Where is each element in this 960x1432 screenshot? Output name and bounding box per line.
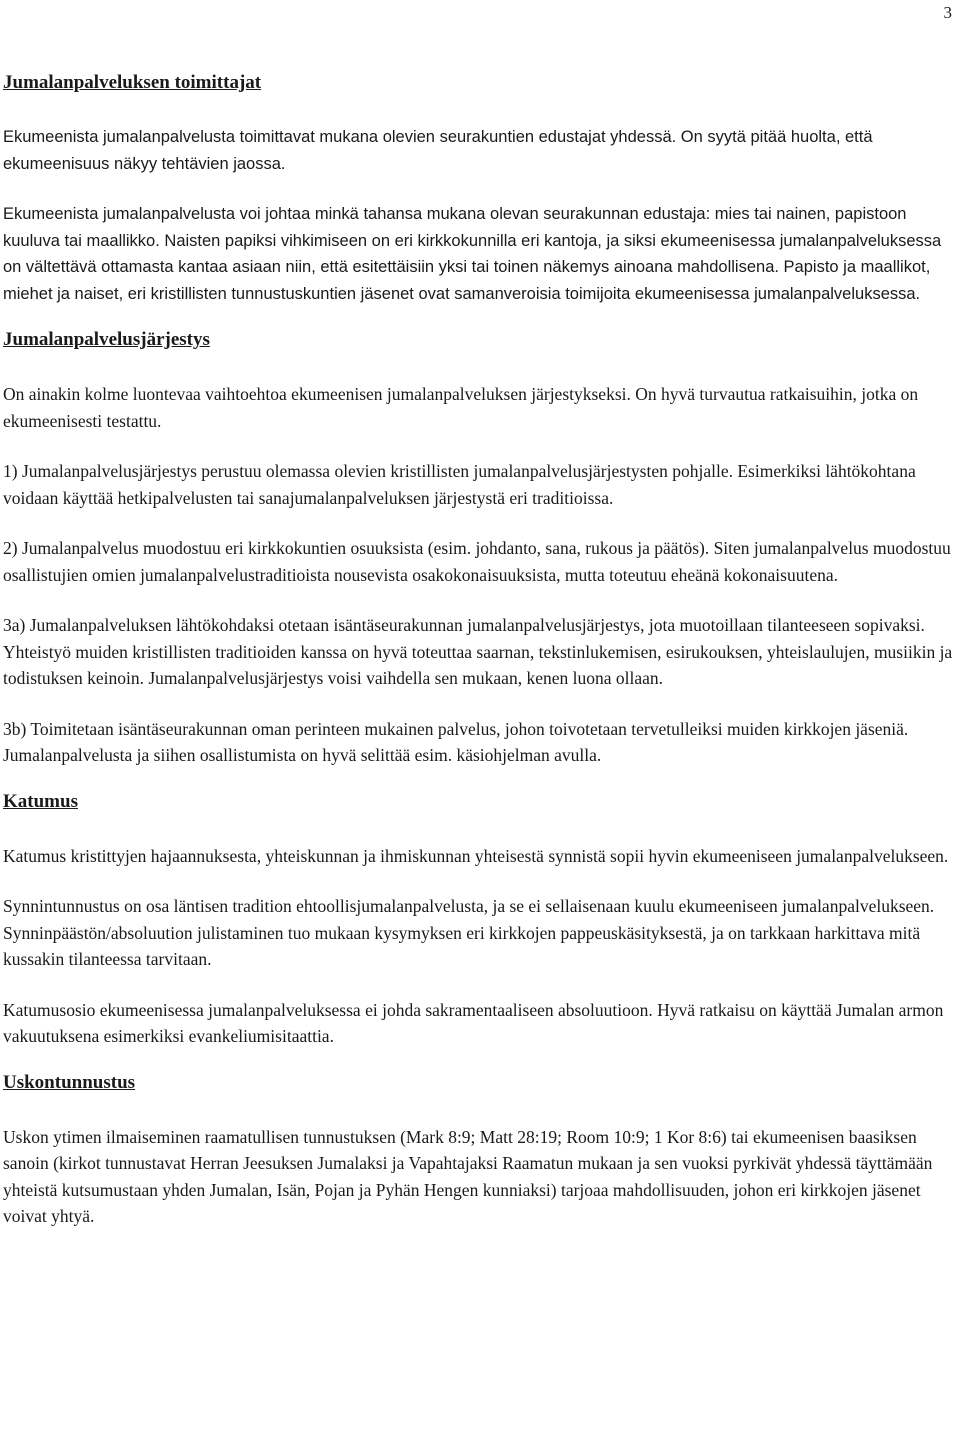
paragraph: [3, 201, 953, 307]
paragraph: Uskon ytimen ilmaiseminen raamatullisen tunnustuksen (Mark 8:9; Matt 28:19; Room 10:9; 1 Kor 8:6) tai ekumeenisen baasiksen sanoin (kirkot tunnustavat Herran Jeesuksen Jumalaksi ja Vapahtajaksi Raamatun mukaan ja sen vuoksi pyrkivät yhdessä täyttämään yhteistä kutsumustaan yhden Jumalan, Isän, Pojan ja Pyhän Hengen kunniaksi) tarjoaa mahdollisuuden, johon eri kirkkojen jäsenet voivat yhtyä.: [3, 1126, 933, 1226]
paragraph: 3a) Jumalanpalveluksen lähtökohdaksi otetaan isäntäseurakunnan jumalanpalvelusjärjestys, jota muotoillaan tilanteeseen sopivaksi. Yhteistyö muiden kristillisten traditioiden kanssa on hyvä toteuttaa saarnan, tekstinlukemisen, esirukouksen, yhteislaulujen, musiikin ja todistuksen keinoin. Jumalanpalvelusjärjestys voisi vaihdella sen mukaan, kenen luona ollaan.: [3, 615, 953, 688]
document-body: [3, 70, 953, 1230]
paragraph: Katumus kristittyjen hajaannuksesta, yhteiskunnan ja ihmiskunnan yhteisestä synnistä sopii hyvin ekumeeniseen jumalanpalvelukseen.: [3, 845, 949, 866]
page-number: 3: [943, 3, 952, 22]
section-toimittajat: [3, 70, 953, 307]
paragraph: 2) Jumalanpalvelus muodostuu eri kirkkokuntien osuuksista (esim. johdanto, sana, rukous ja päätös). Siten jumalanpalvelus muodostuu osallistujien omien jumalanpalvelustraditioista nousevista osakokonaisuuksista, mutta toteutuu eheänä kokonaisuutena.: [3, 538, 951, 585]
paragraph: 3b) Toimitetaan isäntäseurakunnan oman perinteen mukainen palvelus, johon toivotetaan tervetulleiksi muiden kirkkojen jäseniä. Jumalanpalvelusta ja siihen osallistumista on hyvä selittää esim. käsiohjelman avulla.: [3, 718, 909, 765]
section-heading: Katumus: [3, 790, 78, 812]
section-katumus: [3, 789, 953, 1050]
section-heading: Uskontunnustus: [3, 1071, 136, 1093]
paragraph: 1) Jumalanpalvelusjärjestys perustuu olemassa olevien kristillisten jumalanpalvelusjärjestysten pohjalle. Esimerkiksi lähtökohtana voidaan käyttää hetkipalvelusten tai sanajumalanpalveluksen järjestystä eri traditioissa.: [3, 461, 916, 508]
section-jarjestys: [3, 327, 953, 769]
paragraph: Ekumeenista jumalanpalvelusta toimittavat mukana olevien seurakuntien edustajat yhdessä. On syytä pitää huolta, että ekumeenisuus näkyy tehtävien jaossa.: [3, 128, 873, 173]
paragraph: Synnintunnustus on osa läntisen tradition ehtoollisjumalanpalvelusta, ja se ei sellaisenaan kuulu ekumeeniseen jumalanpalvelukseen. Synninpäästön/absoluution julistaminen tuo mukaan kysymyksen eri kirkkojen pappeuskäsityksestä, ja on tarkkaan harkittava mitä kussakin tilanteessa tarvitaan.: [3, 896, 935, 969]
section-heading: Jumalanpalveluksen toimittajat: [3, 72, 262, 93]
paragraph-part: Ekumeenista jumalanpalvelusta voi johtaa minkä tahansa mukana olevan seurakunnan edustaja: mies tai nainen, papistoon kuuluva tai maallikko. Naisten papiksi vihkimiseen on eri kirkkokunnilla eri kantoja, ja siksi ekumeenisessa jumalanpalveluksessa on vältettävä ottamasta kantaa asiaan niin, että esitettäisiin yksi tai toinen näkemys ainoana mahdollisena.: [3, 205, 942, 276]
section-uskontunnustus: [3, 1070, 953, 1230]
paragraph: On ainakin kolme luontevaa vaihtoehtoa ekumeenisen jumalanpalveluksen järjestykseksi. On hyvä turvautua ratkaisuihin, jotka on ekumeenisesti testattu.: [3, 384, 919, 431]
paragraph-part: Papisto ja maallikot, miehet ja naiset, eri kristillisten tunnustuskuntien jäsenet ovat samanveroisia toimijoita ekumeenisessa jumalanpalveluksessa.: [3, 258, 931, 303]
section-heading: Jumalanpalvelusjärjestys: [3, 329, 210, 350]
paragraph: Katumusosio ekumeenisessa jumalanpalveluksessa ei johda sakramentaaliseen absoluutioon. Hyvä ratkaisu on käyttää Jumalan armon vakuutuksena esimerkiksi evankeliumisitaattia.: [3, 999, 944, 1046]
